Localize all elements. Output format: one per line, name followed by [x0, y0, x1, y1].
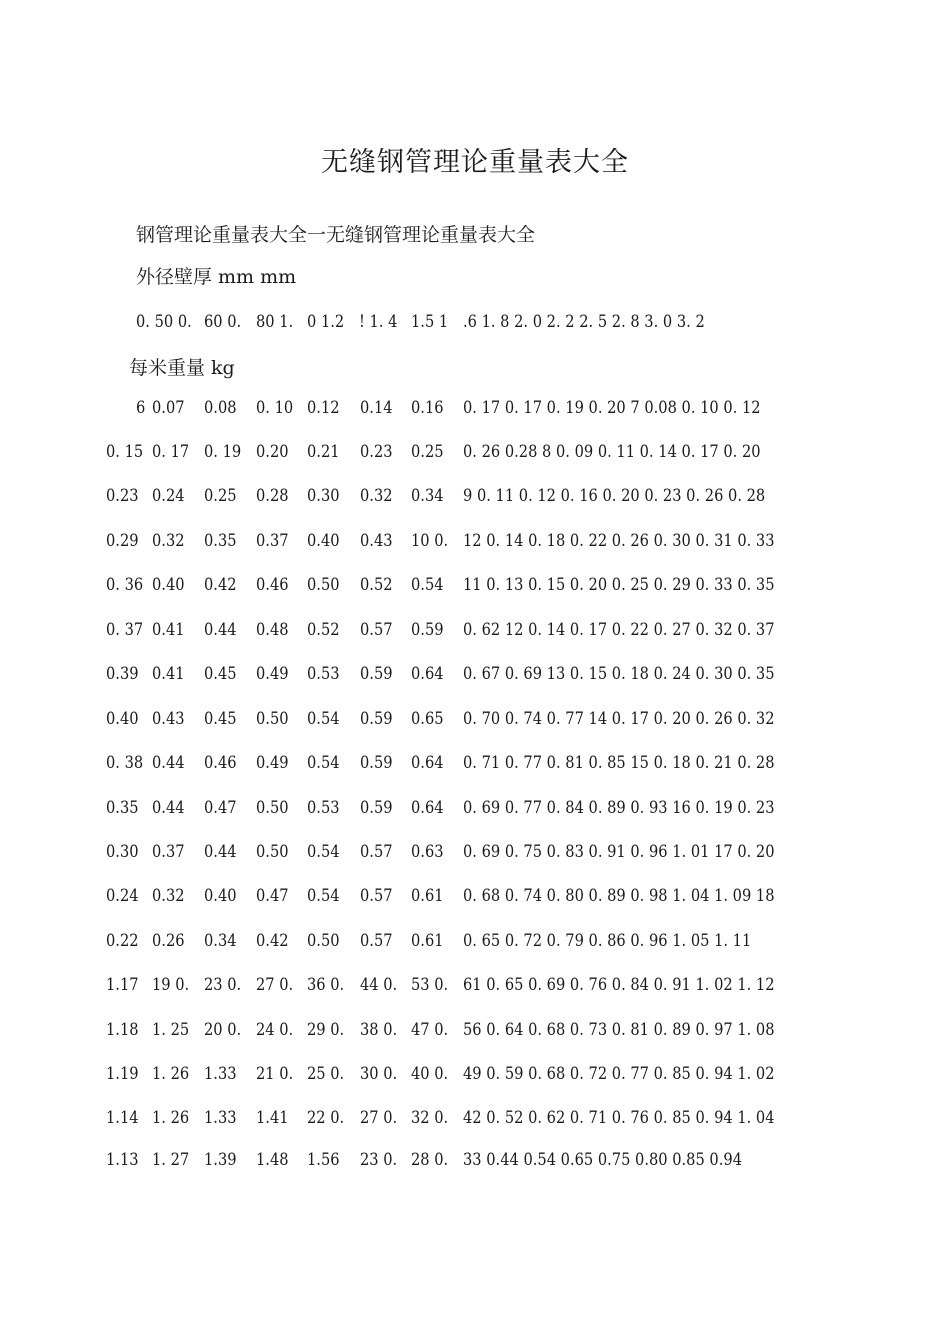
table-cell: 0.52 [359, 575, 393, 595]
table-cell: 0.50 [255, 709, 289, 729]
table-cell: 0.57 [359, 886, 393, 906]
table-cell: 56 0. 64 0. 68 0. 73 0. 81 0. 89 0. 97 1. 08 [462, 1020, 775, 1040]
table-cell: 1.19 [105, 1064, 139, 1084]
table-cell: 0.50 [306, 931, 340, 951]
table-cell: 0.23 [105, 486, 139, 506]
table-cell: 0.32 [151, 531, 185, 551]
table-row [0, 709, 817, 735]
table-cell: 0. 36 [105, 575, 144, 595]
table-cell: 0. 69 0. 77 0. 84 0. 89 0. 93 16 0. 19 0. 23 [462, 798, 775, 818]
table-cell: 0.52 [306, 620, 340, 640]
table-cell: 33 0.44 0.54 0.65 0.75 0.80 0.85 0.94 [462, 1150, 742, 1170]
table-cell: 0.49 [255, 664, 289, 684]
table-cell: 0.65 [410, 709, 444, 729]
table-cell: 0.42 [255, 931, 289, 951]
table-cell: 42 0. 52 0. 62 0. 71 0. 76 0. 85 0. 94 1. 04 [462, 1108, 775, 1128]
table-cell: 61 0. 65 0. 69 0. 76 0. 84 0. 91 1. 02 1. 12 [462, 975, 775, 995]
table-cell: 0.57 [359, 842, 393, 862]
table-cell: 6 [135, 398, 146, 418]
table-cell: 0.30 [105, 842, 139, 862]
table-cell: 1.33 [203, 1064, 237, 1084]
table-cell: 0.54 [306, 842, 340, 862]
table-cell: 0. 65 0. 72 0. 79 0. 86 0. 96 1. 05 1. 11 [462, 931, 752, 951]
table-cell: 0.23 [359, 442, 393, 462]
table-cell: 0.48 [255, 620, 289, 640]
table-cell: 0.22 [105, 931, 139, 951]
table-cell: 0.49 [255, 753, 289, 773]
table-cell: 0.54 [306, 886, 340, 906]
table-row [0, 664, 817, 690]
table-cell: 0.40 [105, 709, 139, 729]
table-row [0, 398, 817, 424]
table-cell: 0.28 [255, 486, 289, 506]
table-row [0, 886, 817, 912]
table-cell: 25 0. [306, 1064, 345, 1084]
table-row [0, 975, 817, 1001]
table-cell: 9 0. 11 0. 12 0. 16 0. 20 0. 23 0. 26 0. 28 [462, 486, 766, 506]
table-cell: 1. 27 [151, 1150, 190, 1170]
table-cell: 0.46 [255, 575, 289, 595]
table-cell: 0.41 [151, 664, 185, 684]
table-cell: 1.18 [105, 1020, 139, 1040]
table-cell: 1.48 [255, 1150, 289, 1170]
table-row [0, 1064, 817, 1090]
table-cell: 0.57 [359, 931, 393, 951]
table-cell: 0.07 [151, 398, 185, 418]
table-cell: 0.32 [359, 486, 393, 506]
table-cell: 0.12 [306, 398, 340, 418]
table-cell: 1. 26 [151, 1064, 190, 1084]
table-cell: 0.40 [203, 886, 237, 906]
table-cell: 1.13 [105, 1150, 139, 1170]
header-cell: 0 1.2 [306, 312, 345, 332]
table-cell: 0.14 [359, 398, 393, 418]
table-row [0, 531, 817, 557]
table-cell: 0.50 [255, 842, 289, 862]
table-cell: 0.59 [359, 664, 393, 684]
table-row [0, 486, 817, 512]
table-cell: 49 0. 59 0. 68 0. 72 0. 77 0. 85 0. 94 1. 02 [462, 1064, 775, 1084]
header-cell: 1.5 1 [410, 312, 449, 332]
table-cell: 0.59 [359, 753, 393, 773]
table-row [0, 842, 817, 868]
table-cell: 23 0. [359, 1150, 398, 1170]
table-cell: 0.44 [203, 620, 237, 640]
table-cell: 0. 10 [255, 398, 294, 418]
table-cell: 0.64 [410, 664, 444, 684]
header-row [0, 312, 817, 338]
table-cell: 1.33 [203, 1108, 237, 1128]
table-cell: 0.44 [151, 798, 185, 818]
table-cell: 0. 15 [105, 442, 144, 462]
table-cell: 0.20 [255, 442, 289, 462]
table-cell: 1.56 [306, 1150, 340, 1170]
table-cell: 0.59 [410, 620, 444, 640]
table-cell: 1. 25 [151, 1020, 190, 1040]
table-cell: 10 0. [410, 531, 449, 551]
table-cell: 0.26 [151, 931, 185, 951]
subtitle: 钢管理论重量表大全一无缝钢管理论重量表大全 [136, 224, 536, 246]
table-row [0, 1108, 817, 1134]
table-cell: 47 0. [410, 1020, 449, 1040]
table-cell: 0.61 [410, 886, 444, 906]
table-cell: 0.21 [306, 442, 340, 462]
table-cell: 53 0. [410, 975, 449, 995]
table-cell: 0.44 [151, 753, 185, 773]
unit-label: 每米重量 kg [129, 357, 235, 379]
table-cell: 20 0. [203, 1020, 242, 1040]
table-cell: 21 0. [255, 1064, 294, 1084]
table-cell: 12 0. 14 0. 18 0. 22 0. 26 0. 30 0. 31 0. 33 [462, 531, 775, 551]
table-cell: 0.35 [105, 798, 139, 818]
table-cell: 0.63 [410, 842, 444, 862]
table-cell: 0.43 [359, 531, 393, 551]
table-cell: 0.45 [203, 664, 237, 684]
table-row [0, 931, 817, 957]
table-cell: 0.40 [306, 531, 340, 551]
table-cell: 0.34 [410, 486, 444, 506]
table-cell: 0.50 [306, 575, 340, 595]
table-cell: 0.29 [105, 531, 139, 551]
table-cell: 0.54 [306, 709, 340, 729]
table-cell: 0. 70 0. 74 0. 77 14 0. 17 0. 20 0. 26 0. 32 [462, 709, 775, 729]
table-row [0, 753, 817, 779]
table-cell: 11 0. 13 0. 15 0. 20 0. 25 0. 29 0. 33 0. 35 [462, 575, 775, 595]
table-cell: 0.24 [151, 486, 185, 506]
table-cell: 0.50 [255, 798, 289, 818]
table-cell: 1.41 [255, 1108, 289, 1128]
table-cell: 0.54 [306, 753, 340, 773]
table-cell: 0. 26 0.28 8 0. 09 0. 11 0. 14 0. 17 0. 20 [462, 442, 761, 462]
table-cell: 27 0. [255, 975, 294, 995]
table-cell: 0.32 [151, 886, 185, 906]
table-cell: 36 0. [306, 975, 345, 995]
table-cell: 24 0. [255, 1020, 294, 1040]
header-cell: ! 1. 4 [358, 312, 398, 332]
table-cell: 0.25 [410, 442, 444, 462]
table-cell: 0. 62 12 0. 14 0. 17 0. 22 0. 27 0. 32 0. 37 [462, 620, 775, 640]
table-cell: 0.42 [203, 575, 237, 595]
table-cell: 0.61 [410, 931, 444, 951]
table-cell: 0. 68 0. 74 0. 80 0. 89 0. 98 1. 04 1. 09 18 [462, 886, 775, 906]
table-cell: 1.14 [105, 1108, 139, 1128]
table-cell: 0.54 [410, 575, 444, 595]
table-cell: 0.64 [410, 798, 444, 818]
table-cell: 0. 17 [151, 442, 190, 462]
table-cell: 0.44 [203, 842, 237, 862]
table-row [0, 1020, 817, 1046]
table-cell: 28 0. [410, 1150, 449, 1170]
table-cell: 0. 17 0. 17 0. 19 0. 20 7 0.08 0. 10 0. 12 [462, 398, 761, 418]
table-cell: 0.30 [306, 486, 340, 506]
table-cell: 0.47 [255, 886, 289, 906]
table-cell: 0.59 [359, 709, 393, 729]
table-cell: 0.35 [203, 531, 237, 551]
table-cell: 0.41 [151, 620, 185, 640]
header-cell: 80 1. [255, 312, 294, 332]
table-cell: 0.64 [410, 753, 444, 773]
table-cell: 32 0. [410, 1108, 449, 1128]
table-cell: 0.53 [306, 798, 340, 818]
table-row [0, 442, 817, 468]
table-cell: 38 0. [359, 1020, 398, 1040]
table-cell: 1. 26 [151, 1108, 190, 1128]
table-cell: 23 0. [203, 975, 242, 995]
table-row [0, 620, 817, 646]
table-cell: 0.39 [105, 664, 139, 684]
table-cell: 0.43 [151, 709, 185, 729]
table-cell: 0.16 [410, 398, 444, 418]
table-cell: 0.57 [359, 620, 393, 640]
table-cell: 0.59 [359, 798, 393, 818]
table-cell: 0.08 [203, 398, 237, 418]
table-cell: 0. 67 0. 69 13 0. 15 0. 18 0. 24 0. 30 0. 35 [462, 664, 775, 684]
table-cell: 0.34 [203, 931, 237, 951]
table-cell: 0.53 [306, 664, 340, 684]
table-cell: 0. 19 [203, 442, 242, 462]
table-cell: 0. 69 0. 75 0. 83 0. 91 0. 96 1. 01 17 0. 20 [462, 842, 775, 862]
table-cell: 0.46 [203, 753, 237, 773]
table-cell: 0.45 [203, 709, 237, 729]
table-cell: 22 0. [306, 1108, 345, 1128]
table-cell: 0.47 [203, 798, 237, 818]
table-cell: 0. 37 [105, 620, 144, 640]
table-cell: 40 0. [410, 1064, 449, 1084]
table-row [0, 798, 817, 824]
table-cell: 44 0. [359, 975, 398, 995]
table-cell: 1.39 [203, 1150, 237, 1170]
table-cell: 0.40 [151, 575, 185, 595]
table-cell: 0.37 [255, 531, 289, 551]
table-cell: 0.24 [105, 886, 139, 906]
document-title: 无缝钢管理论重量表大全 [321, 147, 629, 178]
table-cell: 0.37 [151, 842, 185, 862]
table-row [0, 1150, 817, 1176]
table-cell: 1.17 [105, 975, 139, 995]
table-cell: 0. 38 [105, 753, 144, 773]
table-row [0, 575, 817, 601]
table-cell: 19 0. [151, 975, 190, 995]
header-cell: .6 1. 8 2. 0 2. 2 2. 5 2. 8 3. 0 3. 2 [462, 312, 705, 332]
header-cell: 60 0. [203, 312, 242, 332]
header-label: 外径壁厚 mm mm [136, 266, 297, 288]
table-cell: 30 0. [359, 1064, 398, 1084]
table-cell: 27 0. [359, 1108, 398, 1128]
table-cell: 0.25 [203, 486, 237, 506]
table-cell: 0. 71 0. 77 0. 81 0. 85 15 0. 18 0. 21 0. 28 [462, 753, 775, 773]
header-cell: 0. 50 0. [135, 312, 192, 332]
table-cell: 29 0. [306, 1020, 345, 1040]
